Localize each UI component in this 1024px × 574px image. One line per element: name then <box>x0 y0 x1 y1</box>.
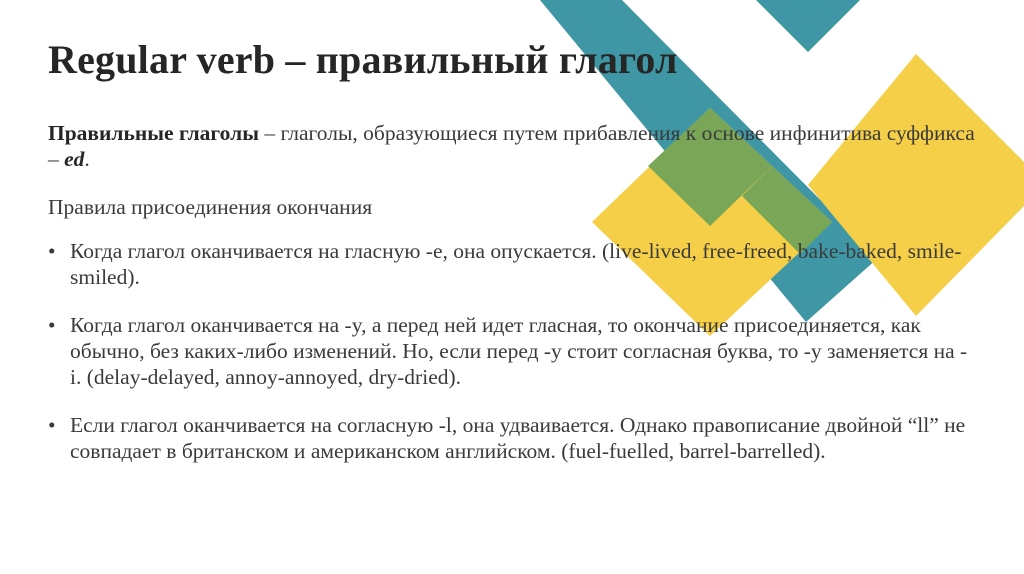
slide-content <box>48 120 978 486</box>
rule-item-e: • Когда глагол оканчивается на гласную -e, она опускается. (live-lived, free-freed, bake-baked, smile-smiled). <box>48 238 978 290</box>
definition-end: . <box>84 147 90 171</box>
rule-item-l: • Если глагол оканчивается на согласную -l, она удваивается. Однако правописание двойной “ll” не совпадает в британском и американском английском. (fuel-fuelled, barrel-barrelled). <box>48 412 978 464</box>
definition-suffix: ed <box>64 147 85 171</box>
definition-paragraph <box>48 120 978 172</box>
definition-text: – глаголы, образующиеся путем прибавления к основе инфинитива суффикса – <box>48 121 975 171</box>
slide-title: Regular verb – правильный глагол <box>48 37 678 82</box>
definition-term: Правильные глаголы <box>48 121 259 145</box>
rules-subheading: Правила присоединения окончания <box>48 195 373 219</box>
teal-top-triangle <box>756 0 860 52</box>
rule-item-y: • Когда глагол оканчивается на -y, а перед ней идет гласная, то окончание присоединяется, как обычно, без каких-либо изменений. Но, если перед -y стоит согласная буква, то -y заменяется на -i. (delay-delayed, annoy-annoyed, dry-dried). <box>48 312 978 390</box>
rules-list <box>48 238 978 464</box>
